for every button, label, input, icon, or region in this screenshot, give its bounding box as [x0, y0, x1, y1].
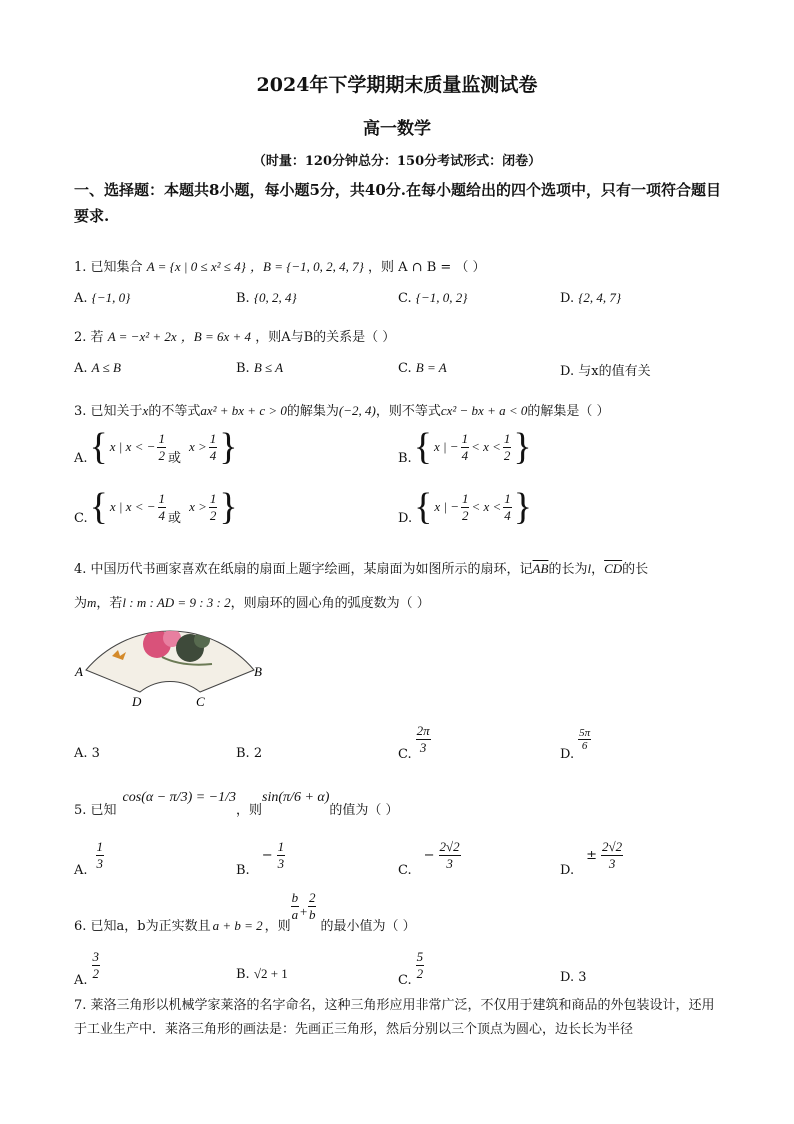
- option-label: D.: [398, 511, 413, 526]
- q3-text: 3. 已知关于: [74, 404, 143, 419]
- option-value: √2 + 1: [253, 966, 288, 981]
- option-value: {2, 4, 7}: [578, 290, 622, 305]
- q2-option-b: [236, 360, 283, 376]
- q3-option-d: [398, 488, 532, 526]
- option-label: D.: [560, 291, 575, 306]
- q6-text: 的最小值为（ ）: [320, 919, 416, 934]
- fraction: $\frac{1}{3}$: [277, 838, 285, 871]
- right-brace: }: [513, 426, 532, 468]
- fraction: $\frac{1}{4}$: [504, 490, 511, 523]
- option-label: C.: [398, 863, 412, 878]
- left-brace: {: [413, 426, 432, 468]
- right-brace: }: [219, 486, 238, 528]
- q1-option-a: [74, 290, 130, 306]
- question-4-line-2: [74, 592, 430, 611]
- option-value: 2: [253, 746, 263, 761]
- fraction: $\frac{1}{2}$: [503, 430, 511, 463]
- fraction: $\frac{1}{4}$: [461, 430, 469, 463]
- exam-subtitle: 高一数学: [363, 119, 431, 139]
- option-value: B ≤ A: [253, 360, 284, 375]
- fraction: $\frac{2\pi}{3}$: [416, 722, 430, 755]
- fraction-2-over-b: $\frac{2}{b}$: [308, 890, 316, 922]
- q4-text: ，: [591, 562, 605, 577]
- option-label: B.: [236, 291, 250, 306]
- option-label: C.: [398, 361, 412, 376]
- option-set-mid: x >: [188, 439, 207, 454]
- q6-text: ，则: [264, 919, 291, 934]
- q3-option-b: [398, 428, 532, 466]
- q4-ratio: l : m : AD = 9 : 3 : 2: [122, 595, 231, 610]
- q4-text: 的长为: [548, 562, 588, 577]
- q6-condition: a + b = 2: [212, 918, 263, 933]
- q3-var: x: [142, 403, 149, 418]
- q5-option-d: [560, 832, 623, 878]
- q4-text: ，则扇环的圆心角的弧度数为（ ）: [230, 596, 430, 611]
- q3-inequality-1: ax² + bx + c > 0: [200, 403, 287, 418]
- option-value: B = A: [415, 360, 447, 375]
- plus-sign: +: [299, 904, 308, 919]
- option-label: B.: [236, 361, 250, 376]
- var-m: m: [87, 595, 97, 610]
- fraction-b-over-a: $\frac{b}{a}$: [291, 890, 299, 922]
- q4-text: 4. 中国历代书画家喜欢在纸扇的扇面上题字绘画，某扇面为如图所示的扇环，记: [74, 562, 533, 577]
- q1-option-b: [236, 290, 297, 306]
- fraction: $\frac{3}{2}$: [92, 948, 100, 981]
- fan-figure: [72, 612, 272, 712]
- option-label: C.: [398, 747, 412, 762]
- q5-condition: cos(α − π/3) = −1/3: [122, 790, 237, 805]
- q2-option-c: [398, 360, 447, 376]
- q4-option-b: [236, 746, 262, 761]
- option-value: 3: [578, 970, 587, 985]
- q2-prefix: 2. 若: [74, 330, 104, 345]
- option-label: A.: [74, 361, 88, 376]
- option-value: {−1, 0}: [91, 290, 131, 305]
- fraction: $\frac{1}{3}$: [96, 838, 104, 871]
- q5-option-b: [236, 832, 285, 878]
- q3-inequality-2: cx² − bx + a < 0: [440, 403, 528, 418]
- option-label: A.: [74, 863, 88, 878]
- left-brace: {: [89, 426, 108, 468]
- fraction: $\frac{5\pi}{6}$: [579, 726, 591, 752]
- q3-text: ，则不等式: [375, 404, 441, 419]
- option-value: A ≤ B: [91, 360, 121, 375]
- q3-text: 的不等式: [148, 404, 201, 419]
- exam-info: （时量：120分钟总分：150分考试形式：闭卷）: [252, 154, 542, 169]
- q6-option-b: [236, 966, 288, 982]
- q2-tail: ，则A与B的关系是（ ）: [255, 330, 396, 345]
- question-2: [74, 326, 395, 345]
- arc-cd: $\overline{CD}$: [604, 561, 623, 576]
- q2-option-d: [560, 360, 651, 379]
- q2-expr-a: A = −x² + 2x: [107, 329, 177, 344]
- question-7: 7. 莱洛三角形以机械学家莱洛的名字命名，这种三角形应用非常广泛，不仅用于建筑和商品的外包装设计，还用于工业生产中．莱洛三角形的画法是：先画正三角形，然后分别以三个顶点为圆心，边长长为半径: [74, 998, 715, 1037]
- q6-option-a: [74, 942, 100, 988]
- or-word: 或: [168, 511, 182, 526]
- fraction: $\frac{1}{2}$: [461, 490, 469, 523]
- q3-text: 的解集为: [286, 404, 339, 419]
- q1-option-c: [398, 290, 467, 306]
- option-set-mid: < x <: [471, 439, 501, 454]
- or-word: 或: [167, 451, 181, 466]
- q1-option-d: [560, 290, 621, 306]
- option-label: B.: [236, 746, 250, 761]
- question-4-line-1: [74, 558, 648, 577]
- q5-text: 的值为（ ）: [329, 803, 399, 818]
- section-heading: 一、选择题：本题共8小题，每小题5分，共40分.在每小题给出的四个选项中，只有一项符合题目要求.: [74, 181, 721, 225]
- option-label: B.: [236, 863, 250, 878]
- option-sign: −: [423, 847, 435, 863]
- q3-interval: (−2, 4): [338, 403, 376, 418]
- q4-option-d: [560, 716, 591, 762]
- q2-expr-b: ，B = 6x + 4: [180, 329, 252, 344]
- leaves-2: [194, 632, 210, 648]
- option-label: D.: [560, 364, 575, 379]
- q5-text: ，则: [236, 803, 263, 818]
- option-label: A.: [74, 291, 88, 306]
- exam-title: 2024年下学期期末质量监测试卷: [256, 74, 538, 96]
- option-sign: −: [261, 847, 273, 863]
- q5-text: 5. 已知: [74, 803, 117, 818]
- fraction: $\frac{1}{2}$: [209, 490, 217, 523]
- q6-text: 6. 已知a，b为正实数且: [74, 919, 211, 934]
- var-l: l: [587, 561, 592, 576]
- option-label: B.: [236, 967, 250, 982]
- option-value: 与x的值有关: [578, 364, 651, 379]
- fraction: $\frac{1}{2}$: [158, 430, 165, 463]
- left-brace: {: [89, 486, 108, 528]
- option-sign: ±: [586, 847, 597, 863]
- option-set-mid: < x <: [471, 499, 502, 514]
- q6-option-d: [560, 970, 587, 985]
- q1-prefix: 1. 已知集合: [74, 260, 143, 275]
- right-brace: }: [219, 426, 238, 468]
- option-label: A.: [74, 746, 88, 761]
- option-label: C.: [398, 973, 412, 988]
- option-label: D.: [560, 863, 575, 878]
- option-set-mid: x >: [189, 499, 207, 514]
- right-brace: }: [513, 486, 533, 528]
- question-3: [74, 400, 610, 419]
- option-value: 3: [91, 746, 100, 761]
- q3-option-c: [74, 488, 238, 526]
- fraction: $\frac{2√2}{3}$: [439, 838, 460, 871]
- option-label: C.: [398, 291, 412, 306]
- q4-text: ，若: [96, 596, 123, 611]
- q4-text: 为: [74, 596, 88, 611]
- question-5: [74, 778, 399, 818]
- fraction: $\frac{1}{4}$: [158, 490, 166, 523]
- question-1: [74, 256, 486, 275]
- left-brace: {: [414, 486, 433, 528]
- q3-option-a: [74, 428, 238, 466]
- option-label: D.: [560, 970, 575, 985]
- option-value: {−1, 0, 2}: [415, 290, 468, 305]
- fan-label-b: B: [254, 664, 262, 679]
- q1-set-b: ，B = {−1, 0, 2, 4, 7}: [250, 259, 364, 274]
- option-label: B.: [398, 451, 412, 466]
- fan-label-c: C: [196, 694, 205, 709]
- fraction: $\frac{1}{4}$: [209, 430, 217, 463]
- option-set-start: x | −: [433, 439, 459, 454]
- fan-label-a: A: [75, 664, 83, 679]
- question-6: [74, 890, 416, 934]
- q4-option-a: [74, 746, 100, 761]
- option-label: D.: [560, 747, 575, 762]
- q4-option-c: [398, 716, 431, 762]
- arc-ab: $\overline{AB}$: [532, 561, 549, 576]
- q6-option-c: [398, 942, 424, 988]
- q2-option-a: [74, 360, 121, 376]
- q5-expression: sin(π/6 + α): [262, 790, 330, 805]
- fraction: $\frac{5}{2}$: [416, 948, 424, 981]
- q1-tail: ，则 A ∩ B = （ ）: [368, 260, 486, 275]
- q5-option-a: [74, 832, 104, 878]
- option-value: {0, 2, 4}: [253, 290, 297, 305]
- fan-label-d: D: [132, 694, 142, 709]
- q3-text: 的解集是（ ）: [527, 404, 610, 419]
- option-set-start: x | x < −: [109, 439, 156, 454]
- option-label: A.: [74, 451, 88, 466]
- option-label: C.: [74, 511, 88, 526]
- q4-text: 的长: [622, 562, 649, 577]
- fraction: $\frac{2√2}{3}$: [602, 838, 623, 871]
- option-set-start: x | x < −: [109, 499, 156, 514]
- option-set-start: x | −: [434, 499, 459, 514]
- q1-set-a: A = {x | 0 ≤ x² ≤ 4}: [146, 259, 246, 274]
- q5-option-c: [398, 832, 461, 878]
- option-label: A.: [74, 973, 88, 988]
